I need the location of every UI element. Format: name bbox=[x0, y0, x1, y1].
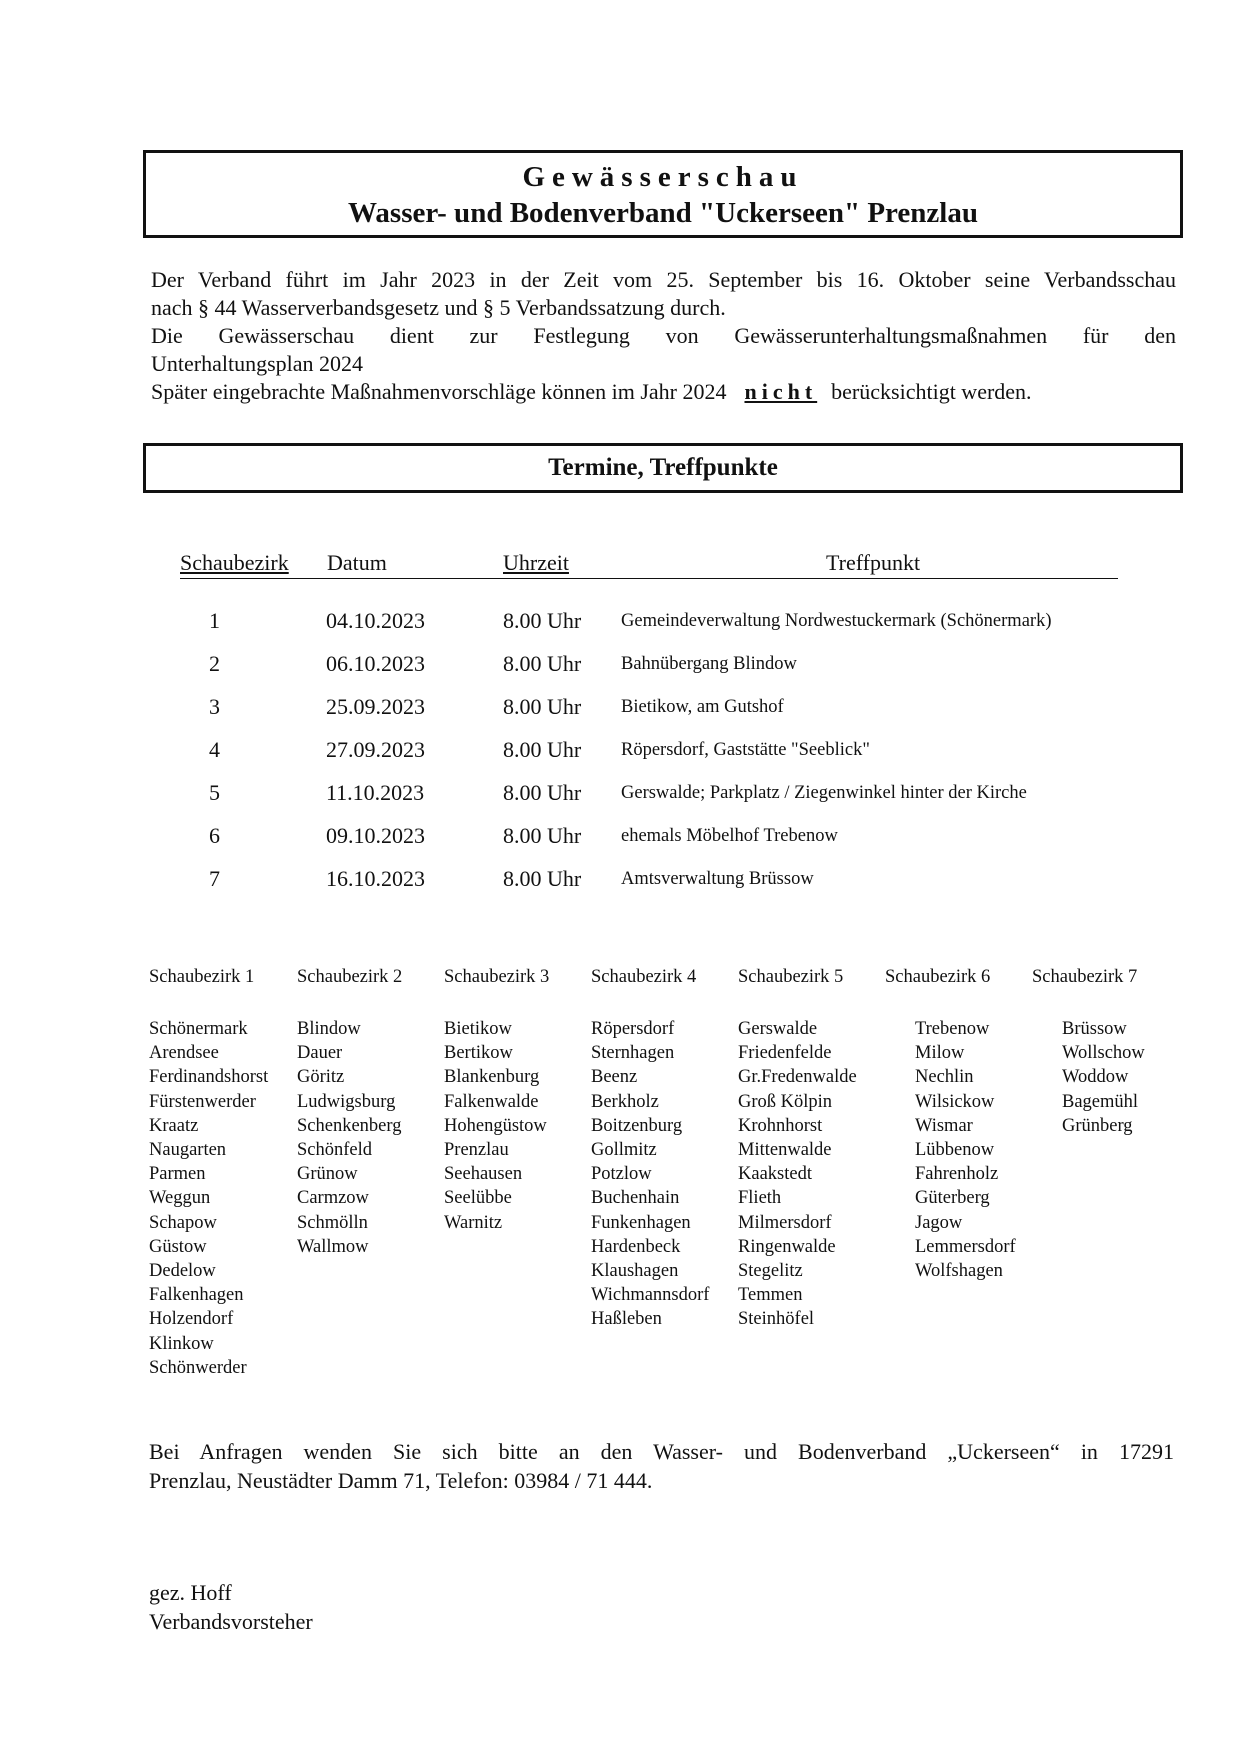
place-name: Wichmannsdorf bbox=[591, 1285, 710, 1306]
row-time: 8.00 Uhr bbox=[503, 608, 582, 633]
place-name: Mittenwalde bbox=[738, 1140, 832, 1161]
row-number: 3 bbox=[209, 694, 220, 719]
intro-line: nach § 44 Wasserverbandsgesetz und § 5 Verbandssatzung durch. bbox=[151, 295, 726, 320]
place-name: Gr.Fredenwalde bbox=[738, 1067, 857, 1088]
place-name: Schapow bbox=[149, 1212, 217, 1233]
bezirk-place-list bbox=[915, 1017, 1035, 1283]
place-name: Schönwerder bbox=[149, 1357, 247, 1378]
bezirk-place-list bbox=[1062, 1017, 1182, 1138]
place-name: Trebenow bbox=[915, 1019, 990, 1039]
row-meeting-point: Röpersdorf, Gaststätte "Seeblick" bbox=[621, 740, 870, 760]
place-name: Hohengüstow bbox=[444, 1115, 547, 1136]
bezirk-heading: Schaubezirk 4 bbox=[591, 967, 697, 987]
place-name: Boitzenburg bbox=[591, 1115, 683, 1136]
row-date: 04.10.2023 bbox=[326, 608, 425, 633]
place-name: Milmersdorf bbox=[738, 1212, 832, 1233]
row-meeting-point: Bahnübergang Blindow bbox=[621, 654, 797, 674]
header-schaubezirk: Schaubezirk bbox=[180, 550, 289, 575]
bezirk-column bbox=[1032, 967, 1182, 1138]
schedule-row bbox=[0, 651, 1239, 681]
place-name: Naugarten bbox=[149, 1140, 227, 1161]
header-uhrzeit: Uhrzeit bbox=[503, 550, 569, 575]
place-name: Gerswalde bbox=[738, 1019, 818, 1039]
place-name: Schmölln bbox=[297, 1212, 368, 1233]
place-name: Holzendorf bbox=[149, 1309, 234, 1330]
place-name: Grünow bbox=[297, 1164, 358, 1185]
place-name: Stegelitz bbox=[738, 1261, 803, 1282]
place-name: Buchenhain bbox=[591, 1188, 680, 1209]
emphasis-nicht: nicht bbox=[744, 379, 818, 404]
place-name: Brüssow bbox=[1062, 1019, 1127, 1039]
place-name: Grünberg bbox=[1062, 1115, 1133, 1136]
document-title: Gewässerschau bbox=[522, 161, 804, 193]
bezirk-heading: Schaubezirk 6 bbox=[885, 967, 991, 987]
intro-text-before: Später eingebrachte Maßnahmenvorschläge können im Jahr 2024 bbox=[151, 379, 727, 404]
place-name: Güstow bbox=[149, 1236, 207, 1257]
place-name: Göritz bbox=[297, 1067, 345, 1088]
bezirk-column bbox=[885, 967, 1035, 1283]
row-meeting-point: Amtsverwaltung Brüssow bbox=[621, 869, 814, 889]
place-name: Gollmitz bbox=[591, 1140, 657, 1161]
place-name: Temmen bbox=[738, 1285, 803, 1306]
row-time: 8.00 Uhr bbox=[503, 780, 582, 805]
row-date: 27.09.2023 bbox=[326, 737, 425, 762]
bezirk-place-list bbox=[297, 1017, 447, 1259]
row-number: 6 bbox=[209, 823, 220, 848]
row-meeting-point: ehemals Möbelhof Trebenow bbox=[621, 826, 838, 846]
row-time: 8.00 Uhr bbox=[503, 694, 582, 719]
place-name: Bagemühl bbox=[1062, 1091, 1139, 1112]
row-date: 16.10.2023 bbox=[326, 866, 425, 891]
row-time: 8.00 Uhr bbox=[503, 737, 582, 762]
row-date: 11.10.2023 bbox=[326, 780, 425, 805]
place-name: Friedenfelde bbox=[738, 1043, 832, 1064]
place-name: Schönfeld bbox=[297, 1140, 373, 1161]
row-date: 09.10.2023 bbox=[326, 823, 425, 848]
signature-block bbox=[149, 1578, 313, 1636]
row-date: 06.10.2023 bbox=[326, 651, 425, 676]
bezirk-place-list bbox=[149, 1017, 299, 1380]
schedule-row bbox=[0, 866, 1239, 896]
place-name: Bertikow bbox=[444, 1043, 513, 1064]
bezirk-heading: Schaubezirk 5 bbox=[738, 967, 844, 987]
place-name: Ringenwalde bbox=[738, 1236, 836, 1257]
bezirk-column bbox=[444, 967, 594, 1235]
place-name: Beenz bbox=[591, 1067, 638, 1088]
schedule-row bbox=[0, 780, 1239, 810]
place-name: Lemmersdorf bbox=[915, 1236, 1016, 1257]
header-datum: Datum bbox=[327, 550, 387, 575]
place-name: Woddow bbox=[1062, 1067, 1129, 1088]
termine-heading: Termine, Treffpunkte bbox=[143, 443, 1183, 493]
place-name: Arendsee bbox=[149, 1043, 219, 1064]
place-name: Kaakstedt bbox=[738, 1164, 812, 1185]
bezirk-column bbox=[149, 967, 299, 1380]
place-name: Seelübbe bbox=[444, 1188, 512, 1209]
place-name: Funkenhagen bbox=[591, 1212, 691, 1233]
place-name: Dauer bbox=[297, 1043, 343, 1064]
schedule-header bbox=[180, 548, 1118, 579]
bezirk-heading: Schaubezirk 1 bbox=[149, 967, 255, 987]
place-name: Güterberg bbox=[915, 1188, 990, 1209]
signature-role: Verbandsvorsteher bbox=[149, 1609, 313, 1634]
place-name: Nechlin bbox=[915, 1067, 974, 1088]
place-name: Berkholz bbox=[591, 1091, 659, 1112]
intro-text-after: berücksichtigt werden. bbox=[831, 379, 1032, 404]
place-name: Klaushagen bbox=[591, 1261, 679, 1282]
place-name: Seehausen bbox=[444, 1164, 523, 1185]
bezirk-place-list bbox=[444, 1017, 594, 1235]
place-name: Lübbenow bbox=[915, 1140, 995, 1161]
bezirk-heading: Schaubezirk 7 bbox=[1032, 967, 1138, 987]
place-name: Hardenbeck bbox=[591, 1236, 681, 1257]
place-name: Potzlow bbox=[591, 1164, 652, 1185]
bezirk-heading: Schaubezirk 2 bbox=[297, 967, 403, 987]
title-box bbox=[143, 150, 1183, 238]
intro-line: Der Verband führt im Jahr 2023 in der Zeit vom 25. September bis 16. Oktober seine Verbandsschau bbox=[151, 267, 1176, 292]
row-date: 25.09.2023 bbox=[326, 694, 425, 719]
place-name: Jagow bbox=[915, 1212, 963, 1233]
intro-line: Unterhaltungsplan 2024 bbox=[151, 351, 364, 376]
row-meeting-point: Bietikow, am Gutshof bbox=[621, 697, 784, 717]
place-name: Wallmow bbox=[297, 1236, 369, 1257]
bezirk-column bbox=[297, 967, 447, 1259]
contact-line: Prenzlau, Neustädter Damm 71, Telefon: 03984 / 71 444. bbox=[149, 1468, 653, 1493]
place-name: Blankenburg bbox=[444, 1067, 540, 1088]
schedule-row bbox=[0, 694, 1239, 724]
schedule-row bbox=[0, 737, 1239, 767]
row-number: 4 bbox=[209, 737, 220, 762]
row-number: 5 bbox=[209, 780, 220, 805]
bezirk-column bbox=[738, 967, 888, 1332]
place-name: Kraatz bbox=[149, 1115, 199, 1136]
place-name: Warnitz bbox=[444, 1212, 503, 1233]
place-name: Wollschow bbox=[1062, 1043, 1145, 1064]
place-name: Falkenhagen bbox=[149, 1285, 244, 1306]
place-name: Parmen bbox=[149, 1164, 206, 1185]
place-name: Ferdinandshorst bbox=[149, 1067, 269, 1088]
place-name: Carmzow bbox=[297, 1188, 369, 1209]
document-subtitle: Wasser- und Bodenverband "Uckerseen" Prenzlau bbox=[348, 197, 978, 229]
place-name: Steinhöfel bbox=[738, 1309, 815, 1330]
place-name: Groß Kölpin bbox=[738, 1091, 833, 1112]
bezirk-place-list bbox=[591, 1017, 741, 1332]
place-name: Fahrenholz bbox=[915, 1164, 999, 1185]
place-name: Falkenwalde bbox=[444, 1091, 539, 1112]
intro-line bbox=[151, 378, 1176, 406]
place-name: Schenkenberg bbox=[297, 1115, 402, 1136]
header-treffpunkt: Treffpunkt bbox=[826, 550, 921, 575]
place-name: Wolfshagen bbox=[915, 1261, 1003, 1282]
signature-name: gez. Hoff bbox=[149, 1580, 232, 1605]
row-number: 7 bbox=[209, 866, 220, 891]
contact-line: Bei Anfragen wenden Sie sich bitte an den Wasser- und Bodenverband „Uckerseen“ in 17291 bbox=[149, 1439, 1174, 1464]
row-meeting-point: Gemeindeverwaltung Nordwestuckermark (Schönermark) bbox=[621, 611, 1052, 631]
place-name: Röpersdorf bbox=[591, 1019, 675, 1039]
intro-text bbox=[151, 266, 1176, 406]
place-name: Ludwigsburg bbox=[297, 1091, 396, 1112]
place-name: Schönermark bbox=[149, 1019, 248, 1039]
place-name: Weggun bbox=[149, 1188, 211, 1209]
place-name: Haßleben bbox=[591, 1309, 662, 1330]
place-name: Milow bbox=[915, 1043, 965, 1064]
schedule-row bbox=[0, 823, 1239, 853]
row-number: 2 bbox=[209, 651, 220, 676]
contact-text bbox=[149, 1437, 1174, 1495]
place-name: Klinkow bbox=[149, 1333, 214, 1354]
row-time: 8.00 Uhr bbox=[503, 866, 582, 891]
place-name: Wilsickow bbox=[915, 1091, 995, 1112]
place-name: Dedelow bbox=[149, 1261, 216, 1282]
row-number: 1 bbox=[209, 608, 220, 633]
place-name: Bietikow bbox=[444, 1019, 512, 1039]
place-name: Flieth bbox=[738, 1188, 782, 1209]
place-name: Sternhagen bbox=[591, 1043, 675, 1064]
row-time: 8.00 Uhr bbox=[503, 823, 582, 848]
bezirk-column bbox=[591, 967, 741, 1332]
intro-line: Die Gewässerschau dient zur Festlegung von Gewässerunterhaltungsmaßnahmen für den bbox=[151, 323, 1176, 348]
row-meeting-point: Gerswalde; Parkplatz / Ziegenwinkel hinter der Kirche bbox=[621, 783, 1027, 803]
place-name: Wismar bbox=[915, 1115, 973, 1136]
row-time: 8.00 Uhr bbox=[503, 651, 582, 676]
place-name: Krohnhorst bbox=[738, 1115, 823, 1136]
bezirk-place-list bbox=[738, 1017, 888, 1332]
bezirk-heading: Schaubezirk 3 bbox=[444, 967, 550, 987]
schedule-row bbox=[0, 608, 1239, 638]
place-name: Blindow bbox=[297, 1019, 361, 1039]
place-name: Prenzlau bbox=[444, 1140, 509, 1161]
place-name: Fürstenwerder bbox=[149, 1091, 256, 1112]
